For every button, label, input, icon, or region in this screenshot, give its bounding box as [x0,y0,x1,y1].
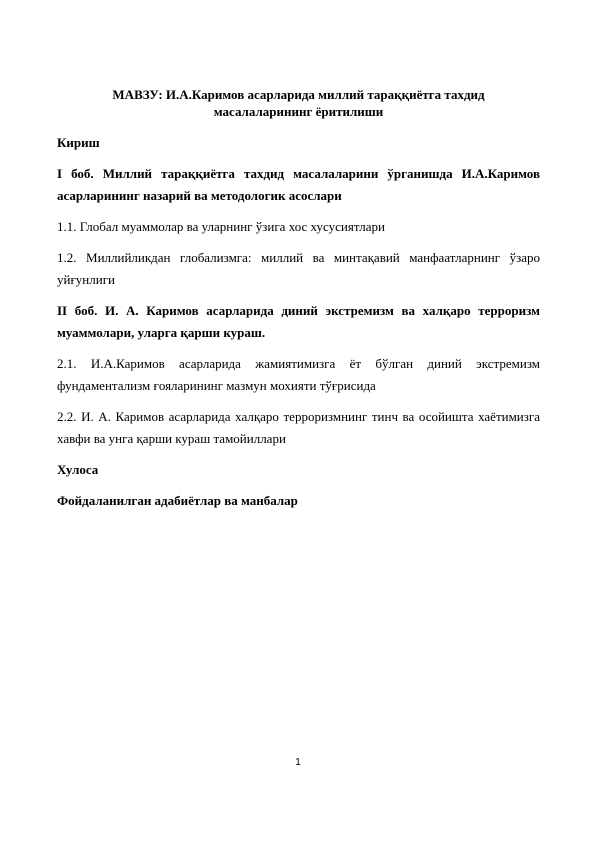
chapter-2-heading: II боб. И. А. Каримов асарларида диний экстремизм ва халқаро терроризм муаммолари, уларга қарши кураш. [57,303,540,340]
intro-heading: Кириш [57,135,100,150]
section-2-2: 2.2. И. А. Каримов асарларида халқаро терроризмнинг тинч ва осойишта хаётимизга хавфи ва унга қарши кураш тамойиллари [57,409,540,446]
section-2-1: 2.1. И.А.Каримов асарларида жамиятимизга ёт бўлган диний экстремизм фундаментализм ғояларининг мазмун мохияти тўғрисида [57,356,540,393]
title-line-1: МАВЗУ: И.А.Каримов асарларида миллий тараққиётга тахдид [112,87,485,102]
conclusion-heading: Хулоса [57,462,99,477]
document-title [57,86,540,120]
section-1-2: 1.2. Миллийликдан глобализмга: миллий ва минтақавий манфаатларнинг ўзаро уйғунлиги [57,250,540,287]
page-number: 1 [295,757,301,768]
table-of-contents [57,86,540,521]
title-line-2: масалаларининг ёритилиши [213,104,384,119]
section-1-1: 1.1. Глобал муаммолар ва уларнинг ўзига хос хусусиятлари [57,219,385,234]
chapter-1-heading: I боб. Миллий тараққиётга тахдид масалаларини ўрганишда И.А.Каримов асарларининг назарий ва методологик асослари [57,166,540,203]
references-heading: Фойдаланилган адабиётлар ва манбалар [57,493,298,508]
